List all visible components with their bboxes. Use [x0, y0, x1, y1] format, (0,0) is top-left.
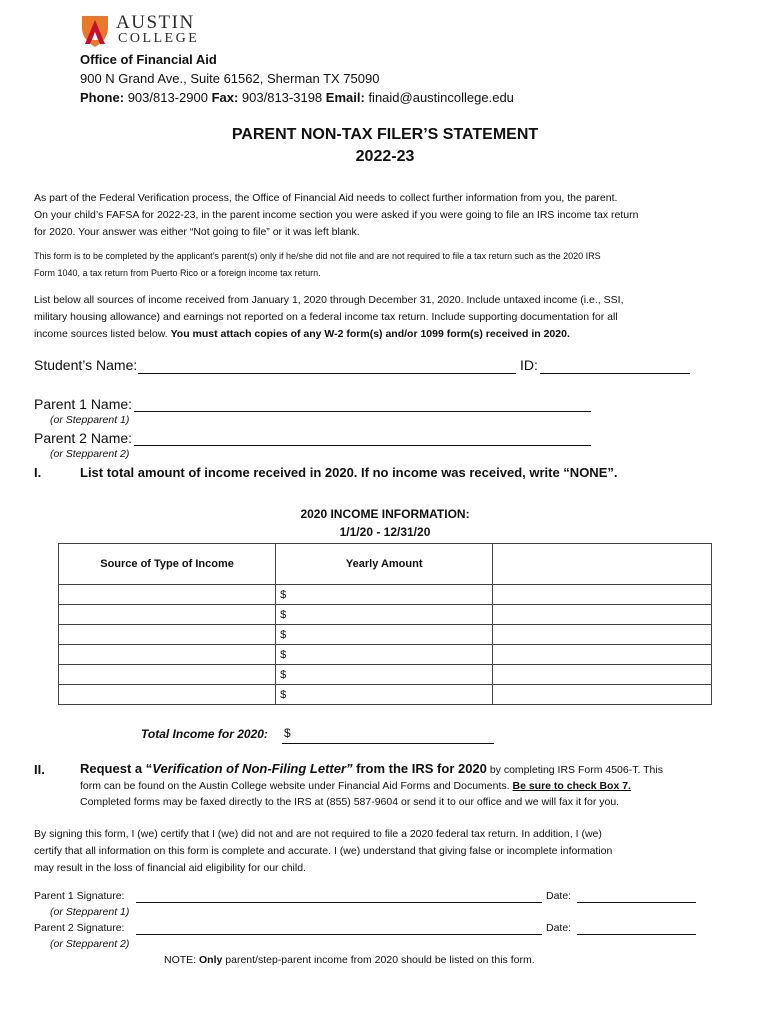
certify-line3: may result in the loss of financial aid eligibility for our child. — [34, 862, 306, 874]
income-source-cell[interactable] — [59, 645, 276, 665]
intro-p1-line1: As part of the Federal Verification process, the Office of Financial Aid needs to collect further information from you, the parent. — [34, 192, 618, 204]
certify-line1: By signing this form, I (we) certify that I (we) did not and are not required to file a 2020 federal tax return. In addition, I (we) — [34, 828, 602, 840]
intro-p2-line1: This form is to be completed by the applicant’s parent(s) only if he/she did not file and are not required to file a tax return such as the 2020 IRS — [34, 251, 601, 261]
phone-label: Phone: — [80, 90, 125, 105]
phone-value: 903/813-2900 — [127, 90, 208, 105]
student-id-field[interactable] — [540, 373, 690, 374]
note-only: Only — [199, 954, 223, 966]
income-extra-cell[interactable] — [493, 645, 712, 665]
intro-paragraph-1 — [34, 190, 734, 241]
section-1-instruction: List total amount of income received in 2020. If no income was received, write “NONE”. — [80, 465, 618, 480]
student-id-label: ID: — [520, 357, 538, 373]
certify-line2: certify that all information on this form is complete and accurate. I (we) understand that giving false or incomplete information — [34, 845, 613, 857]
table-row — [59, 665, 712, 685]
note-label: NOTE: — [164, 954, 200, 966]
intro-p1-line2: On your child’s FAFSA for 2022-23, in the parent income section you were asked if you were going to file an IRS income tax return — [34, 209, 639, 221]
parent1-date-label: Date: — [546, 890, 572, 902]
fax-label: Fax: — [211, 90, 239, 105]
income-date-range: 1/1/20 - 12/31/20 — [339, 525, 431, 539]
table-row — [59, 645, 712, 665]
intro-p3-line3 — [34, 326, 734, 343]
parent2-stepparent-note: (or Stepparent 2) — [50, 448, 130, 460]
table-row — [59, 625, 712, 645]
logo-college-text: COLLEGE — [118, 31, 200, 46]
total-income-label: Total Income for 2020: — [141, 727, 268, 741]
table-row — [59, 605, 712, 625]
section-2-form-text: by completing IRS Form 4506-T. This — [486, 764, 663, 776]
income-amount-cell[interactable]: $ — [276, 585, 493, 605]
parent2-signature-field[interactable] — [136, 934, 542, 935]
section-1-number: I. — [34, 465, 42, 480]
section-2-website-text: form can be found on the Austin College website under Financial Aid Forms and Documents. — [80, 780, 513, 792]
note-text: parent/step-parent income from 2020 should be listed on this form. — [222, 954, 535, 966]
column-header-extra — [493, 544, 712, 585]
austin-college-logo-icon — [80, 14, 110, 48]
income-table-header — [59, 544, 712, 585]
income-note — [164, 954, 535, 966]
income-amount-cell[interactable]: $ — [276, 605, 493, 625]
income-source-cell[interactable] — [59, 665, 276, 685]
income-extra-cell[interactable] — [493, 625, 712, 645]
parent1-signature-field[interactable] — [136, 902, 542, 903]
income-amount-cell[interactable]: $ — [276, 645, 493, 665]
income-source-cell[interactable] — [59, 625, 276, 645]
income-table — [58, 543, 712, 705]
parent2-signature-stepparent-note: (or Stepparent 2) — [50, 938, 130, 950]
section-2-line1 — [80, 761, 663, 776]
parent2-name-label: Parent 2 Name: — [34, 430, 133, 446]
total-income-field[interactable] — [282, 743, 494, 744]
parent2-name-field[interactable] — [134, 445, 591, 446]
parent1-signature-label: Parent 1 Signature: — [34, 890, 125, 902]
intro-p2-line2: Form 1040, a tax return from Puerto Rico or a foreign income tax return. — [34, 268, 321, 278]
email-label: Email: — [325, 90, 365, 105]
student-name-field[interactable] — [138, 373, 516, 374]
section-2-line3: Completed forms may be faxed directly to the IRS at (855) 587-9604 or send it to our office and we will fax it for you. — [80, 796, 620, 808]
income-source-cell[interactable] — [59, 605, 276, 625]
section-2-request-prefix: Request a “ — [80, 761, 153, 776]
page-year: 2022-23 — [355, 148, 415, 165]
parent1-name-field[interactable] — [134, 411, 591, 412]
section-2-number: II. — [34, 762, 45, 777]
parent2-signature-label: Parent 2 Signature: — [34, 922, 125, 934]
office-address: 900 N Grand Ave., Suite 61562, Sherman TX 75090 — [80, 71, 380, 86]
section-2-request-suffix: from the IRS for 2020 — [352, 761, 487, 776]
parent1-date-field[interactable] — [577, 902, 696, 903]
income-amount-cell[interactable]: $ — [276, 625, 493, 645]
attach-forms-instruction: You must attach copies of any W-2 form(s) and/or 1099 form(s) received in 2020. — [170, 328, 570, 340]
email-value: finaid@austincollege.edu — [368, 90, 514, 105]
column-header-amount: Yearly Amount — [276, 544, 493, 585]
office-name: Office of Financial Aid — [80, 52, 217, 67]
income-extra-cell[interactable] — [493, 585, 712, 605]
table-row — [59, 585, 712, 605]
intro-paragraph-2 — [34, 248, 734, 282]
check-box-7-instruction: Be sure to check Box 7. — [512, 780, 631, 792]
intro-p1-line3: for 2020. Your answer was either “Not going to file” or it was left blank. — [34, 226, 360, 238]
intro-p3-line3-text: income sources listed below. — [34, 328, 171, 340]
total-income-currency: $ — [284, 726, 291, 740]
column-header-source: Source of Type of Income — [59, 544, 276, 585]
income-amount-cell[interactable]: $ — [276, 665, 493, 685]
income-amount-cell[interactable]: $ — [276, 685, 493, 705]
income-heading: 2020 INCOME INFORMATION: — [300, 507, 470, 521]
income-source-cell[interactable] — [59, 585, 276, 605]
page-title: PARENT NON-TAX FILER’S STATEMENT — [231, 126, 539, 143]
non-filing-letter-title: Verification of Non-Filing Letter” — [152, 761, 353, 776]
parent1-name-label: Parent 1 Name: — [34, 396, 133, 412]
certification-paragraph — [34, 826, 734, 877]
parent2-date-label: Date: — [546, 922, 572, 934]
parent1-signature-stepparent-note: (or Stepparent 1) — [50, 906, 130, 918]
parent1-stepparent-note: (or Stepparent 1) — [50, 414, 130, 426]
fax-value: 903/813-3198 — [241, 90, 323, 105]
intro-p3-line1: List below all sources of income received from January 1, 2020 through December 31, 2020. Include untaxed income (i.e., SSI, — [34, 294, 624, 306]
student-name-label: Student’s Name: — [34, 357, 138, 373]
logo-austin-text: AUSTIN — [116, 12, 195, 33]
table-row — [59, 685, 712, 705]
intro-p3-line2: military housing allowance) and earnings not reported on a federal income tax return. Include supporting documentation for all — [34, 311, 618, 323]
section-2-line2 — [80, 780, 631, 792]
income-extra-cell[interactable] — [493, 605, 712, 625]
income-extra-cell[interactable] — [493, 665, 712, 685]
office-contact — [80, 90, 514, 105]
income-source-cell[interactable] — [59, 685, 276, 705]
income-extra-cell[interactable] — [493, 685, 712, 705]
intro-paragraph-3 — [34, 292, 734, 343]
parent2-date-field[interactable] — [577, 934, 696, 935]
